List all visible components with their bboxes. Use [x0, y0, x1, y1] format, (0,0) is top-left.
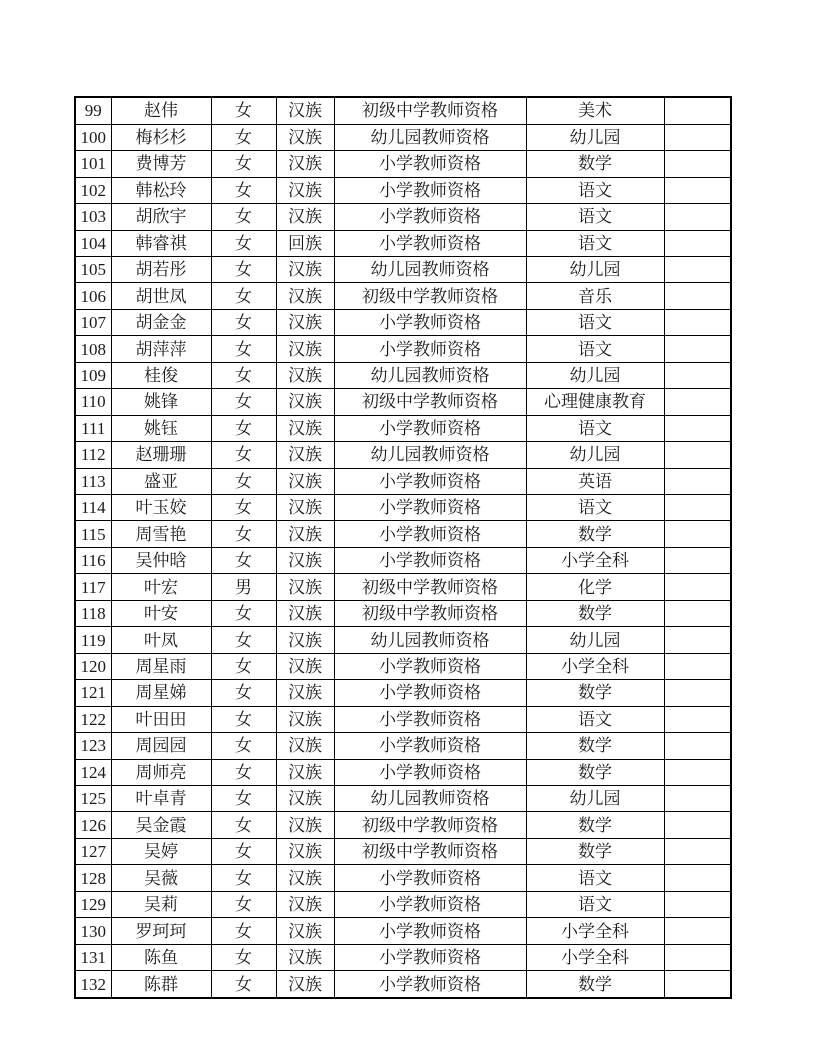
cell-ethnicity: 汉族	[276, 918, 334, 944]
cell-empty	[664, 124, 731, 150]
cell-ethnicity: 汉族	[276, 944, 334, 970]
cell-name: 胡欣宇	[111, 204, 211, 230]
cell-name: 吴仲晗	[111, 547, 211, 573]
cell-number: 118	[75, 600, 111, 626]
cell-gender: 女	[211, 680, 276, 706]
cell-gender: 女	[211, 627, 276, 653]
cell-subject: 英语	[526, 468, 664, 494]
cell-number: 115	[75, 521, 111, 547]
cell-empty	[664, 574, 731, 600]
cell-name: 周星娣	[111, 680, 211, 706]
cell-name: 吴婷	[111, 838, 211, 864]
cell-gender: 女	[211, 600, 276, 626]
table-row	[75, 733, 731, 759]
cell-number: 101	[75, 151, 111, 177]
cell-empty	[664, 256, 731, 282]
cell-number: 119	[75, 627, 111, 653]
cell-qualification: 初级中学教师资格	[334, 600, 526, 626]
cell-gender: 女	[211, 468, 276, 494]
cell-number: 128	[75, 865, 111, 891]
table-row	[75, 971, 731, 998]
cell-gender: 女	[211, 786, 276, 812]
cell-gender: 女	[211, 124, 276, 150]
cell-number: 117	[75, 574, 111, 600]
cell-name: 赵伟	[111, 97, 211, 124]
cell-name: 姚钰	[111, 415, 211, 441]
cell-empty	[664, 706, 731, 732]
table-row	[75, 812, 731, 838]
cell-empty	[664, 680, 731, 706]
cell-qualification: 小学教师资格	[334, 759, 526, 785]
cell-gender: 女	[211, 97, 276, 124]
cell-qualification: 小学教师资格	[334, 468, 526, 494]
cell-qualification: 小学教师资格	[334, 521, 526, 547]
cell-gender: 女	[211, 495, 276, 521]
cell-qualification: 幼儿园教师资格	[334, 442, 526, 468]
cell-ethnicity: 汉族	[276, 627, 334, 653]
table-row	[75, 918, 731, 944]
cell-subject: 数学	[526, 838, 664, 864]
table-row	[75, 389, 731, 415]
cell-qualification: 幼儿园教师资格	[334, 124, 526, 150]
cell-qualification: 小学教师资格	[334, 680, 526, 706]
cell-subject: 语文	[526, 177, 664, 203]
cell-number: 99	[75, 97, 111, 124]
cell-qualification: 幼儿园教师资格	[334, 362, 526, 388]
cell-number: 111	[75, 415, 111, 441]
cell-ethnicity: 汉族	[276, 204, 334, 230]
cell-ethnicity: 汉族	[276, 786, 334, 812]
table-row	[75, 944, 731, 970]
cell-subject: 心理健康教育	[526, 389, 664, 415]
cell-ethnicity: 汉族	[276, 468, 334, 494]
cell-qualification: 小学教师资格	[334, 151, 526, 177]
cell-empty	[664, 415, 731, 441]
cell-subject: 幼儿园	[526, 442, 664, 468]
table-row	[75, 309, 731, 335]
cell-qualification: 小学教师资格	[334, 204, 526, 230]
cell-number: 110	[75, 389, 111, 415]
cell-ethnicity: 汉族	[276, 283, 334, 309]
cell-gender: 女	[211, 838, 276, 864]
cell-name: 陈鱼	[111, 944, 211, 970]
table-row	[75, 97, 731, 124]
cell-name: 罗珂珂	[111, 918, 211, 944]
cell-name: 叶凤	[111, 627, 211, 653]
cell-ethnicity: 汉族	[276, 389, 334, 415]
cell-number: 125	[75, 786, 111, 812]
cell-name: 姚锋	[111, 389, 211, 415]
cell-qualification: 小学教师资格	[334, 891, 526, 917]
table-row	[75, 653, 731, 679]
cell-number: 124	[75, 759, 111, 785]
cell-ethnicity: 汉族	[276, 151, 334, 177]
cell-empty	[664, 547, 731, 573]
cell-name: 叶玉姣	[111, 495, 211, 521]
cell-subject: 化学	[526, 574, 664, 600]
cell-empty	[664, 283, 731, 309]
cell-ethnicity: 汉族	[276, 812, 334, 838]
table-row	[75, 151, 731, 177]
table-row	[75, 680, 731, 706]
cell-subject: 幼儿园	[526, 256, 664, 282]
cell-gender: 女	[211, 151, 276, 177]
roster-table	[74, 96, 732, 999]
cell-name: 吴金霞	[111, 812, 211, 838]
cell-empty	[664, 495, 731, 521]
cell-gender: 女	[211, 865, 276, 891]
cell-name: 韩睿祺	[111, 230, 211, 256]
cell-subject: 语文	[526, 204, 664, 230]
cell-ethnicity: 汉族	[276, 521, 334, 547]
cell-ethnicity: 汉族	[276, 865, 334, 891]
cell-subject: 语文	[526, 865, 664, 891]
cell-number: 127	[75, 838, 111, 864]
cell-subject: 幼儿园	[526, 124, 664, 150]
cell-name: 陈群	[111, 971, 211, 998]
cell-subject: 数学	[526, 759, 664, 785]
table-row	[75, 838, 731, 864]
cell-subject: 语文	[526, 891, 664, 917]
cell-gender: 女	[211, 177, 276, 203]
cell-ethnicity: 汉族	[276, 653, 334, 679]
roster-table-body	[75, 97, 731, 998]
cell-ethnicity: 汉族	[276, 838, 334, 864]
cell-empty	[664, 177, 731, 203]
cell-empty	[664, 600, 731, 626]
cell-subject: 音乐	[526, 283, 664, 309]
cell-name: 吴莉	[111, 891, 211, 917]
cell-number: 102	[75, 177, 111, 203]
cell-qualification: 小学教师资格	[334, 971, 526, 998]
cell-gender: 女	[211, 733, 276, 759]
cell-qualification: 初级中学教师资格	[334, 283, 526, 309]
cell-subject: 小学全科	[526, 547, 664, 573]
cell-empty	[664, 971, 731, 998]
cell-qualification: 初级中学教师资格	[334, 97, 526, 124]
table-row	[75, 865, 731, 891]
cell-empty	[664, 786, 731, 812]
cell-name: 赵珊珊	[111, 442, 211, 468]
cell-empty	[664, 759, 731, 785]
cell-empty	[664, 653, 731, 679]
cell-name: 叶安	[111, 600, 211, 626]
cell-subject: 语文	[526, 415, 664, 441]
cell-empty	[664, 865, 731, 891]
table-row	[75, 574, 731, 600]
cell-qualification: 小学教师资格	[334, 865, 526, 891]
cell-ethnicity: 汉族	[276, 256, 334, 282]
cell-gender: 女	[211, 521, 276, 547]
cell-ethnicity: 汉族	[276, 362, 334, 388]
cell-ethnicity: 回族	[276, 230, 334, 256]
cell-qualification: 幼儿园教师资格	[334, 786, 526, 812]
cell-subject: 数学	[526, 600, 664, 626]
cell-gender: 女	[211, 204, 276, 230]
cell-number: 121	[75, 680, 111, 706]
cell-subject: 语文	[526, 495, 664, 521]
cell-qualification: 小学教师资格	[334, 336, 526, 362]
cell-gender: 女	[211, 442, 276, 468]
cell-name: 胡萍萍	[111, 336, 211, 362]
cell-name: 费博芳	[111, 151, 211, 177]
cell-subject: 小学全科	[526, 918, 664, 944]
cell-subject: 幼儿园	[526, 362, 664, 388]
cell-subject: 数学	[526, 680, 664, 706]
cell-ethnicity: 汉族	[276, 177, 334, 203]
cell-number: 126	[75, 812, 111, 838]
cell-subject: 数学	[526, 733, 664, 759]
cell-qualification: 小学教师资格	[334, 653, 526, 679]
cell-ethnicity: 汉族	[276, 733, 334, 759]
cell-number: 107	[75, 309, 111, 335]
cell-subject: 语文	[526, 706, 664, 732]
table-row	[75, 759, 731, 785]
cell-empty	[664, 336, 731, 362]
cell-gender: 女	[211, 971, 276, 998]
cell-name: 周师亮	[111, 759, 211, 785]
table-row	[75, 415, 731, 441]
cell-ethnicity: 汉族	[276, 680, 334, 706]
cell-qualification: 初级中学教师资格	[334, 574, 526, 600]
cell-empty	[664, 838, 731, 864]
table-row	[75, 468, 731, 494]
cell-qualification: 小学教师资格	[334, 706, 526, 732]
cell-ethnicity: 汉族	[276, 891, 334, 917]
cell-number: 116	[75, 547, 111, 573]
cell-gender: 女	[211, 362, 276, 388]
cell-gender: 女	[211, 653, 276, 679]
cell-subject: 语文	[526, 230, 664, 256]
table-row	[75, 786, 731, 812]
roster-table-container	[74, 96, 732, 999]
cell-number: 105	[75, 256, 111, 282]
cell-subject: 小学全科	[526, 944, 664, 970]
cell-ethnicity: 汉族	[276, 336, 334, 362]
cell-empty	[664, 389, 731, 415]
table-row	[75, 442, 731, 468]
cell-qualification: 小学教师资格	[334, 918, 526, 944]
cell-gender: 女	[211, 706, 276, 732]
cell-empty	[664, 918, 731, 944]
cell-gender: 女	[211, 918, 276, 944]
cell-number: 122	[75, 706, 111, 732]
cell-qualification: 初级中学教师资格	[334, 812, 526, 838]
table-row	[75, 495, 731, 521]
table-row	[75, 230, 731, 256]
cell-empty	[664, 230, 731, 256]
table-row	[75, 256, 731, 282]
cell-number: 131	[75, 944, 111, 970]
table-row	[75, 891, 731, 917]
cell-number: 109	[75, 362, 111, 388]
table-row	[75, 706, 731, 732]
cell-qualification: 幼儿园教师资格	[334, 256, 526, 282]
cell-empty	[664, 627, 731, 653]
cell-qualification: 小学教师资格	[334, 495, 526, 521]
cell-gender: 女	[211, 283, 276, 309]
cell-empty	[664, 521, 731, 547]
cell-empty	[664, 151, 731, 177]
cell-empty	[664, 733, 731, 759]
table-row	[75, 336, 731, 362]
cell-empty	[664, 944, 731, 970]
cell-number: 129	[75, 891, 111, 917]
cell-name: 周星雨	[111, 653, 211, 679]
cell-ethnicity: 汉族	[276, 547, 334, 573]
cell-empty	[664, 362, 731, 388]
table-row	[75, 600, 731, 626]
cell-ethnicity: 汉族	[276, 97, 334, 124]
table-row	[75, 521, 731, 547]
cell-qualification: 小学教师资格	[334, 944, 526, 970]
cell-subject: 数学	[526, 151, 664, 177]
cell-name: 桂俊	[111, 362, 211, 388]
cell-number: 106	[75, 283, 111, 309]
cell-empty	[664, 309, 731, 335]
cell-empty	[664, 891, 731, 917]
cell-gender: 女	[211, 891, 276, 917]
table-row	[75, 204, 731, 230]
cell-subject: 幼儿园	[526, 786, 664, 812]
cell-name: 盛亚	[111, 468, 211, 494]
cell-subject: 小学全科	[526, 653, 664, 679]
cell-ethnicity: 汉族	[276, 442, 334, 468]
cell-qualification: 初级中学教师资格	[334, 838, 526, 864]
cell-empty	[664, 97, 731, 124]
cell-name: 周园园	[111, 733, 211, 759]
table-row	[75, 124, 731, 150]
cell-name: 梅杉杉	[111, 124, 211, 150]
cell-ethnicity: 汉族	[276, 706, 334, 732]
cell-number: 113	[75, 468, 111, 494]
cell-subject: 数学	[526, 812, 664, 838]
table-row	[75, 547, 731, 573]
cell-ethnicity: 汉族	[276, 309, 334, 335]
cell-name: 胡若彤	[111, 256, 211, 282]
cell-ethnicity: 汉族	[276, 124, 334, 150]
cell-name: 叶田田	[111, 706, 211, 732]
cell-subject: 语文	[526, 336, 664, 362]
cell-gender: 女	[211, 759, 276, 785]
cell-qualification: 小学教师资格	[334, 415, 526, 441]
cell-number: 108	[75, 336, 111, 362]
table-row	[75, 362, 731, 388]
cell-name: 胡金金	[111, 309, 211, 335]
cell-gender: 女	[211, 812, 276, 838]
cell-gender: 女	[211, 415, 276, 441]
cell-empty	[664, 204, 731, 230]
cell-number: 130	[75, 918, 111, 944]
cell-gender: 女	[211, 944, 276, 970]
table-row	[75, 627, 731, 653]
cell-name: 叶卓青	[111, 786, 211, 812]
cell-empty	[664, 812, 731, 838]
cell-qualification: 小学教师资格	[334, 547, 526, 573]
table-row	[75, 177, 731, 203]
cell-name: 吴薇	[111, 865, 211, 891]
cell-number: 100	[75, 124, 111, 150]
cell-gender: 女	[211, 389, 276, 415]
cell-subject: 幼儿园	[526, 627, 664, 653]
cell-gender: 女	[211, 230, 276, 256]
cell-gender: 女	[211, 309, 276, 335]
cell-subject: 数学	[526, 521, 664, 547]
cell-qualification: 小学教师资格	[334, 309, 526, 335]
cell-empty	[664, 442, 731, 468]
cell-ethnicity: 汉族	[276, 600, 334, 626]
cell-number: 132	[75, 971, 111, 998]
cell-qualification: 小学教师资格	[334, 230, 526, 256]
cell-subject: 数学	[526, 971, 664, 998]
cell-gender: 男	[211, 574, 276, 600]
cell-name: 胡世凤	[111, 283, 211, 309]
cell-name: 叶宏	[111, 574, 211, 600]
cell-gender: 女	[211, 256, 276, 282]
cell-ethnicity: 汉族	[276, 759, 334, 785]
cell-name: 周雪艳	[111, 521, 211, 547]
cell-empty	[664, 468, 731, 494]
cell-ethnicity: 汉族	[276, 415, 334, 441]
cell-subject: 美术	[526, 97, 664, 124]
cell-ethnicity: 汉族	[276, 574, 334, 600]
cell-number: 123	[75, 733, 111, 759]
cell-qualification: 小学教师资格	[334, 733, 526, 759]
cell-qualification: 小学教师资格	[334, 177, 526, 203]
cell-number: 120	[75, 653, 111, 679]
cell-name: 韩松玲	[111, 177, 211, 203]
cell-qualification: 初级中学教师资格	[334, 389, 526, 415]
table-row	[75, 283, 731, 309]
cell-number: 112	[75, 442, 111, 468]
cell-number: 103	[75, 204, 111, 230]
cell-ethnicity: 汉族	[276, 971, 334, 998]
cell-number: 114	[75, 495, 111, 521]
cell-gender: 女	[211, 336, 276, 362]
cell-number: 104	[75, 230, 111, 256]
cell-subject: 语文	[526, 309, 664, 335]
cell-qualification: 幼儿园教师资格	[334, 627, 526, 653]
cell-ethnicity: 汉族	[276, 495, 334, 521]
cell-gender: 女	[211, 547, 276, 573]
